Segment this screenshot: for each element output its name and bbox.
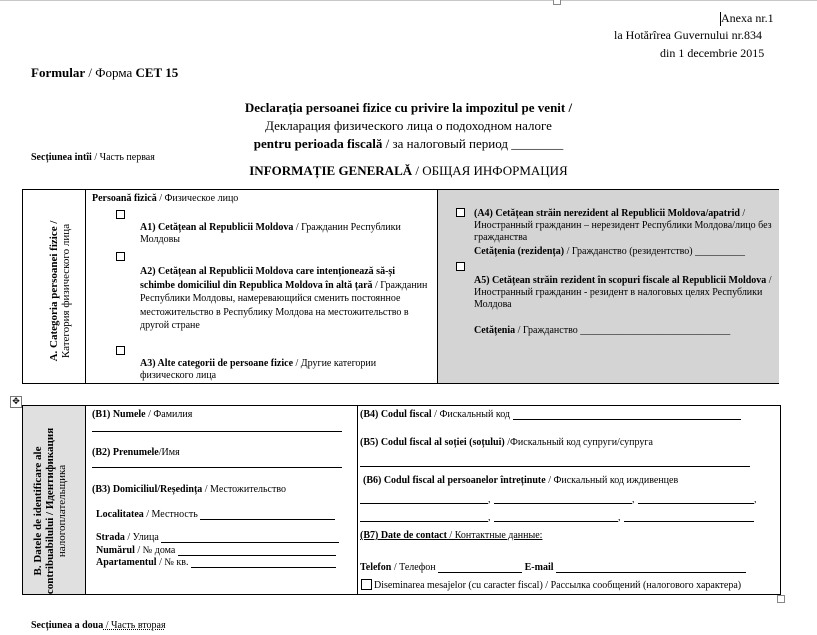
a3-text-ro: A3) Alte categorii de persoane fizice	[140, 358, 294, 369]
b6-input-4[interactable]	[360, 521, 488, 522]
b6-sep-5: ,	[618, 512, 621, 523]
b6-sep-3: ,	[754, 494, 757, 505]
block-b-divider	[357, 406, 358, 594]
a1-checkbox[interactable]	[116, 210, 125, 219]
b2-label	[92, 447, 180, 458]
b6-input-6[interactable]	[624, 521, 754, 522]
b7-label-ro: (B7) Date de contact	[360, 530, 447, 541]
a4-citizenship-ru: / Гражданство (резидентство) __________	[564, 246, 746, 257]
b6-input-1[interactable]	[360, 503, 488, 504]
block-a-side-line1: A. Categoria persoanei fizice /	[48, 220, 60, 362]
b1-label	[92, 409, 192, 420]
apartment-row	[96, 557, 336, 568]
phone-row	[360, 562, 746, 573]
b7-label	[360, 530, 542, 541]
block-b-side-line1: B. Datele de identificare ale	[32, 446, 44, 576]
a5-text-ro: A5) Cetățean străin rezident în scopuri fiscale al Republicii Moldova	[474, 275, 767, 286]
table-resize-handle[interactable]	[777, 595, 785, 603]
a2-checkbox[interactable]	[116, 252, 125, 261]
person-label-ro: Persoană fizică	[92, 193, 157, 204]
locality-label-ro: Localitatea	[96, 509, 144, 520]
a3-text-ru: / Другие категории физического лица	[140, 358, 377, 381]
title-line1: Declarația persoanei fizice cu privire la impozitul pe venit /	[244, 100, 573, 115]
a4-text-ru: / Иностранный гражданин – нерезидент Республики Молдова/лицо без гражданства	[474, 208, 772, 243]
b5-label-ru: /Фискальный код супруги/супруга	[504, 437, 653, 448]
street-label-ru: / Улица	[124, 532, 159, 543]
b6-sep-4: ,	[488, 512, 491, 523]
a4-citizenship	[474, 246, 745, 257]
section1-heading	[0, 163, 817, 179]
a4-checkbox[interactable]	[456, 208, 465, 217]
a5-checkbox[interactable]	[456, 262, 465, 271]
b6-label	[363, 475, 678, 486]
a2-text	[140, 265, 432, 333]
block-a-side-line2: Категория физического лица	[60, 223, 72, 359]
form-code: CET 15	[135, 65, 179, 80]
a1-text-ro: A1) Cetățean al Republicii Moldova	[140, 222, 294, 233]
b1-label-ru: / Фамилия	[145, 409, 193, 420]
dissemination-label: Diseminarea mesajelor (cu caracter fiscal) / Рассылка сообщений (налогового характера)	[374, 580, 742, 591]
ruler-line	[0, 0, 817, 3]
a5-citizenship-ro: Cetățenia	[474, 325, 516, 336]
b6-sep-1: ,	[488, 494, 491, 505]
b2-input-line[interactable]	[92, 467, 342, 468]
a1-text	[140, 222, 430, 246]
section2-label-ro: Secțiunea a doua	[31, 620, 104, 631]
b3-label	[92, 484, 286, 495]
b3-label-ro: (B3) Domiciliul/Reședința	[92, 484, 203, 495]
locality-row	[96, 509, 335, 520]
annex-line2: la Hotărîrea Guvernului nr.834	[614, 28, 762, 42]
email-label: E-mail	[524, 562, 554, 573]
block-b-side-line3: налогоплательщика	[56, 464, 68, 558]
b5-input-line[interactable]	[360, 466, 750, 467]
a5-text-ru: / Иностранный гражданин - резидент в налоговых целях Республики Молдова	[474, 275, 772, 310]
b6-sep-2: ,	[632, 494, 635, 505]
person-label-ru: / Физическое лицо	[156, 193, 239, 204]
b4-label-ru: / Фискальный код	[431, 409, 510, 420]
b2-label-ro: (B2) Prenumele	[92, 447, 159, 458]
b6-label-ro: (B6) Codul fiscal al persoanelor întreținute	[363, 475, 546, 486]
person-label	[92, 193, 238, 204]
annex-line1: Anexa nr.1	[721, 11, 774, 25]
b4-label-ro: (B4) Codul fiscal	[360, 409, 432, 420]
b2-label-ru: /Имя	[158, 447, 180, 458]
title-line2: Декларация физического лица о подоходном налоге	[265, 118, 552, 133]
b1-label-ro: (B1) Numele	[92, 409, 146, 420]
title-line3	[0, 136, 817, 152]
a3-checkbox[interactable]	[116, 346, 125, 355]
b5-label	[360, 437, 653, 448]
section1-label	[31, 152, 155, 163]
form-label-ru: / Форма	[85, 65, 136, 80]
apartment-label-ro: Apartamentul	[96, 557, 157, 568]
section1-label-ru: / Часть первая	[91, 152, 155, 163]
annex-line3: din 1 decembrie 2015	[660, 46, 765, 60]
title-line3-ru: / за налоговый период ________	[382, 136, 564, 151]
street-input-line[interactable]	[161, 542, 339, 543]
section2-label-ru: / Часть вторая	[103, 620, 166, 631]
street-label-ro: Strada	[96, 532, 125, 543]
block-b-side-label	[32, 416, 68, 606]
a4-text-ro: (A4) Cetățean străin nerezident al Republicii Moldova/apatrid	[474, 208, 740, 219]
phone-label-ru: / Телефон	[391, 562, 436, 573]
apartment-label-ru: / № кв.	[156, 557, 189, 568]
section1-heading-ru: / ОБЩАЯ ИНФОРМАЦИЯ	[412, 163, 568, 178]
a2-text-ru: / Гражданин Республики Молдовы, намеревающийся сменить постоянное местожительство в Республику Молдова на местожительство в другой стране	[140, 279, 428, 331]
a5-citizenship-ru: / Гражданство ______________________________	[515, 325, 731, 336]
a5-citizenship	[474, 325, 730, 336]
title-line3-ro: pentru perioada fiscală	[253, 136, 383, 151]
phone-input-line[interactable]	[438, 572, 522, 573]
street-row	[96, 532, 339, 543]
section1-heading-ro: INFORMAȚIE GENERALĂ	[249, 163, 413, 178]
b6-input-2[interactable]	[494, 503, 632, 504]
b7-label-ru: / Контактные данные:	[446, 530, 543, 541]
apartment-input-line[interactable]	[191, 567, 336, 568]
a4-text	[474, 208, 772, 244]
locality-input-line[interactable]	[200, 519, 335, 520]
number-label-ru: / № дома	[134, 545, 176, 556]
number-label-ro: Numărul	[96, 545, 135, 556]
b6-input-5[interactable]	[494, 521, 618, 522]
b6-input-3[interactable]	[638, 503, 754, 504]
block-b-side-line2: contribuabilului / Идентификация	[44, 427, 56, 595]
email-input-line[interactable]	[556, 572, 746, 573]
phone-label-ro: Telefon	[360, 562, 392, 573]
b4-row	[360, 409, 741, 420]
a1-text-ru: / Гражданин Республики Молдовы	[140, 222, 401, 245]
b5-label-ro: (B5) Codul fiscal al soției (soțului)	[360, 437, 505, 448]
a5-text	[474, 275, 772, 311]
form-label-ro: Formular	[31, 65, 86, 80]
b4-input-line[interactable]	[513, 419, 741, 420]
b1-input-line[interactable]	[92, 431, 342, 432]
section1-label-ro: Secțiunea intîi	[31, 152, 92, 163]
a2-text-ro: A2) Cetățean al Republicii Moldova care intenționează să-și schimbe domiciliul din Republica Moldova în altă țară	[140, 266, 396, 291]
a4-citizenship-ro: Cetățenia (rezidența)	[474, 246, 565, 257]
a3-text	[140, 358, 430, 382]
number-row	[96, 545, 336, 556]
table-move-icon[interactable]: ✥	[10, 396, 22, 408]
number-input-line[interactable]	[178, 555, 336, 556]
b6-label-ru: / Фискальный код иждивенцев	[545, 475, 679, 486]
locality-label-ru: / Местность	[143, 509, 198, 520]
resize-handle-top[interactable]	[553, 0, 561, 5]
form-label	[31, 65, 178, 81]
block-a-side-label	[48, 201, 72, 381]
dissemination-checkbox[interactable]	[361, 579, 372, 590]
section2-label	[31, 620, 166, 631]
b3-label-ru: / Местожительство	[202, 484, 287, 495]
